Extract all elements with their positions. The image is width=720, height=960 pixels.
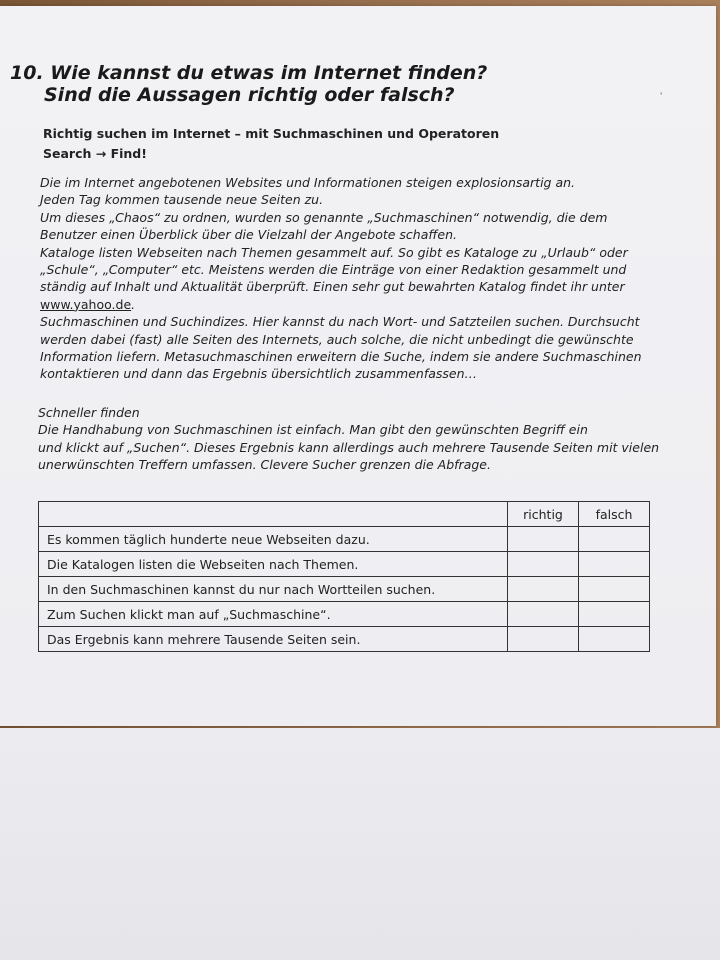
table-row [39, 552, 650, 577]
text-line: werden dabei (fast) alle Seiten des Internets, auch solche, die nicht unbedingt die gewünschte [40, 331, 634, 347]
subheading-line-2: Search → Find! [43, 146, 147, 161]
exercise-title-line-2: Sind die Aussagen richtig oder falsch? [44, 84, 455, 106]
exercise-title-line-1: 10. Wie kannst du etwas im Internet finden? [10, 62, 488, 84]
table-row [39, 602, 650, 627]
link-line [40, 296, 680, 313]
header-richtig: richtig [508, 502, 579, 527]
richtig-checkbox-cell[interactable] [508, 627, 579, 652]
section-schneller-finden [38, 404, 678, 474]
text-line: Information liefern. Metasuchmaschinen erweitern die Suche, indem sie andere Suchmaschinen [40, 349, 642, 365]
richtig-checkbox-cell[interactable] [508, 602, 579, 627]
subheading [43, 124, 499, 164]
text-line: Um dieses „Chaos“ zu ordnen, wurden so genannte „Suchmaschinen“ notwendig, die dem [40, 209, 608, 225]
intro-text [40, 174, 680, 383]
header-falsch: falsch [579, 502, 650, 527]
exercise-title [10, 62, 670, 106]
statement-cell: Zum Suchen klickt man auf „Suchmaschine“. [39, 602, 508, 627]
falsch-checkbox-cell[interactable] [579, 577, 650, 602]
text-line: unerwünschten Treffern umfassen. Clevere Sucher grenzen die Abfrage. [38, 457, 491, 473]
text-line: Jeden Tag kommen tausende neue Seiten zu. [40, 192, 324, 208]
table-row [39, 527, 650, 552]
falsch-checkbox-cell[interactable] [579, 627, 650, 652]
pencil-mark [660, 92, 664, 96]
falsch-checkbox-cell[interactable] [579, 602, 650, 627]
text-line: Die im Internet angebotenen Websites und Informationen steigen explosionsartig an. [40, 175, 576, 190]
text-line: und klickt auf „Suchen“. Dieses Ergebnis kann allerdings auch mehrere Tausende Seiten mit vielen [38, 439, 660, 455]
yahoo-link[interactable]: www.yahoo.de [40, 296, 132, 312]
richtig-checkbox-cell[interactable] [508, 527, 579, 552]
header-statement [39, 502, 508, 527]
table-row [39, 627, 650, 652]
richtig-checkbox-cell[interactable] [508, 552, 579, 577]
statement-cell: Das Ergebnis kann mehrere Tausende Seiten sein. [39, 627, 508, 652]
text-line: ständig auf Inhalt und Aktualität überprüft. Einen sehr gut bewahrten Katalog findet ihr unter [40, 279, 625, 295]
subheading-line-1: Richtig suchen im Internet – mit Suchmaschinen und Operatoren [43, 126, 500, 141]
true-false-table [38, 501, 650, 652]
text-line: Suchmaschinen und Suchindizes. Hier kannst du nach Wort- und Satzteilen suchen. Durchsucht [40, 314, 640, 330]
text-line: „Schule“, „Computer“ etc. Meistens werden die Einträge von einer Redaktion gesammelt und [40, 262, 627, 278]
falsch-checkbox-cell[interactable] [579, 552, 650, 577]
table-row [39, 577, 650, 602]
table-header-row [39, 502, 650, 527]
text-line: Die Handhabung von Suchmaschinen ist einfach. Man gibt den gewünschten Begriff ein [38, 422, 588, 438]
text-line: kontaktieren und dann das Ergebnis übersichtlich zusammenfassen… [40, 366, 478, 382]
statement-cell: In den Suchmaschinen kannst du nur nach Wortteilen suchen. [39, 577, 508, 602]
richtig-checkbox-cell[interactable] [508, 577, 579, 602]
text-line: Kataloge listen Webseiten nach Themen gesammelt auf. So gibt es Kataloge zu „Urlaub“ oder [40, 244, 628, 260]
statement-cell: Die Katalogen listen die Webseiten nach Themen. [39, 552, 508, 577]
second-page [0, 728, 720, 960]
statement-cell: Es kommen täglich hunderte neue Webseiten dazu. [39, 527, 508, 552]
section-title: Schneller finden [38, 405, 140, 420]
text-line: Benutzer einen Überblick über die Vielzahl der Angebote schaffen. [40, 227, 457, 243]
falsch-checkbox-cell[interactable] [579, 527, 650, 552]
link-suffix: . [131, 296, 136, 312]
